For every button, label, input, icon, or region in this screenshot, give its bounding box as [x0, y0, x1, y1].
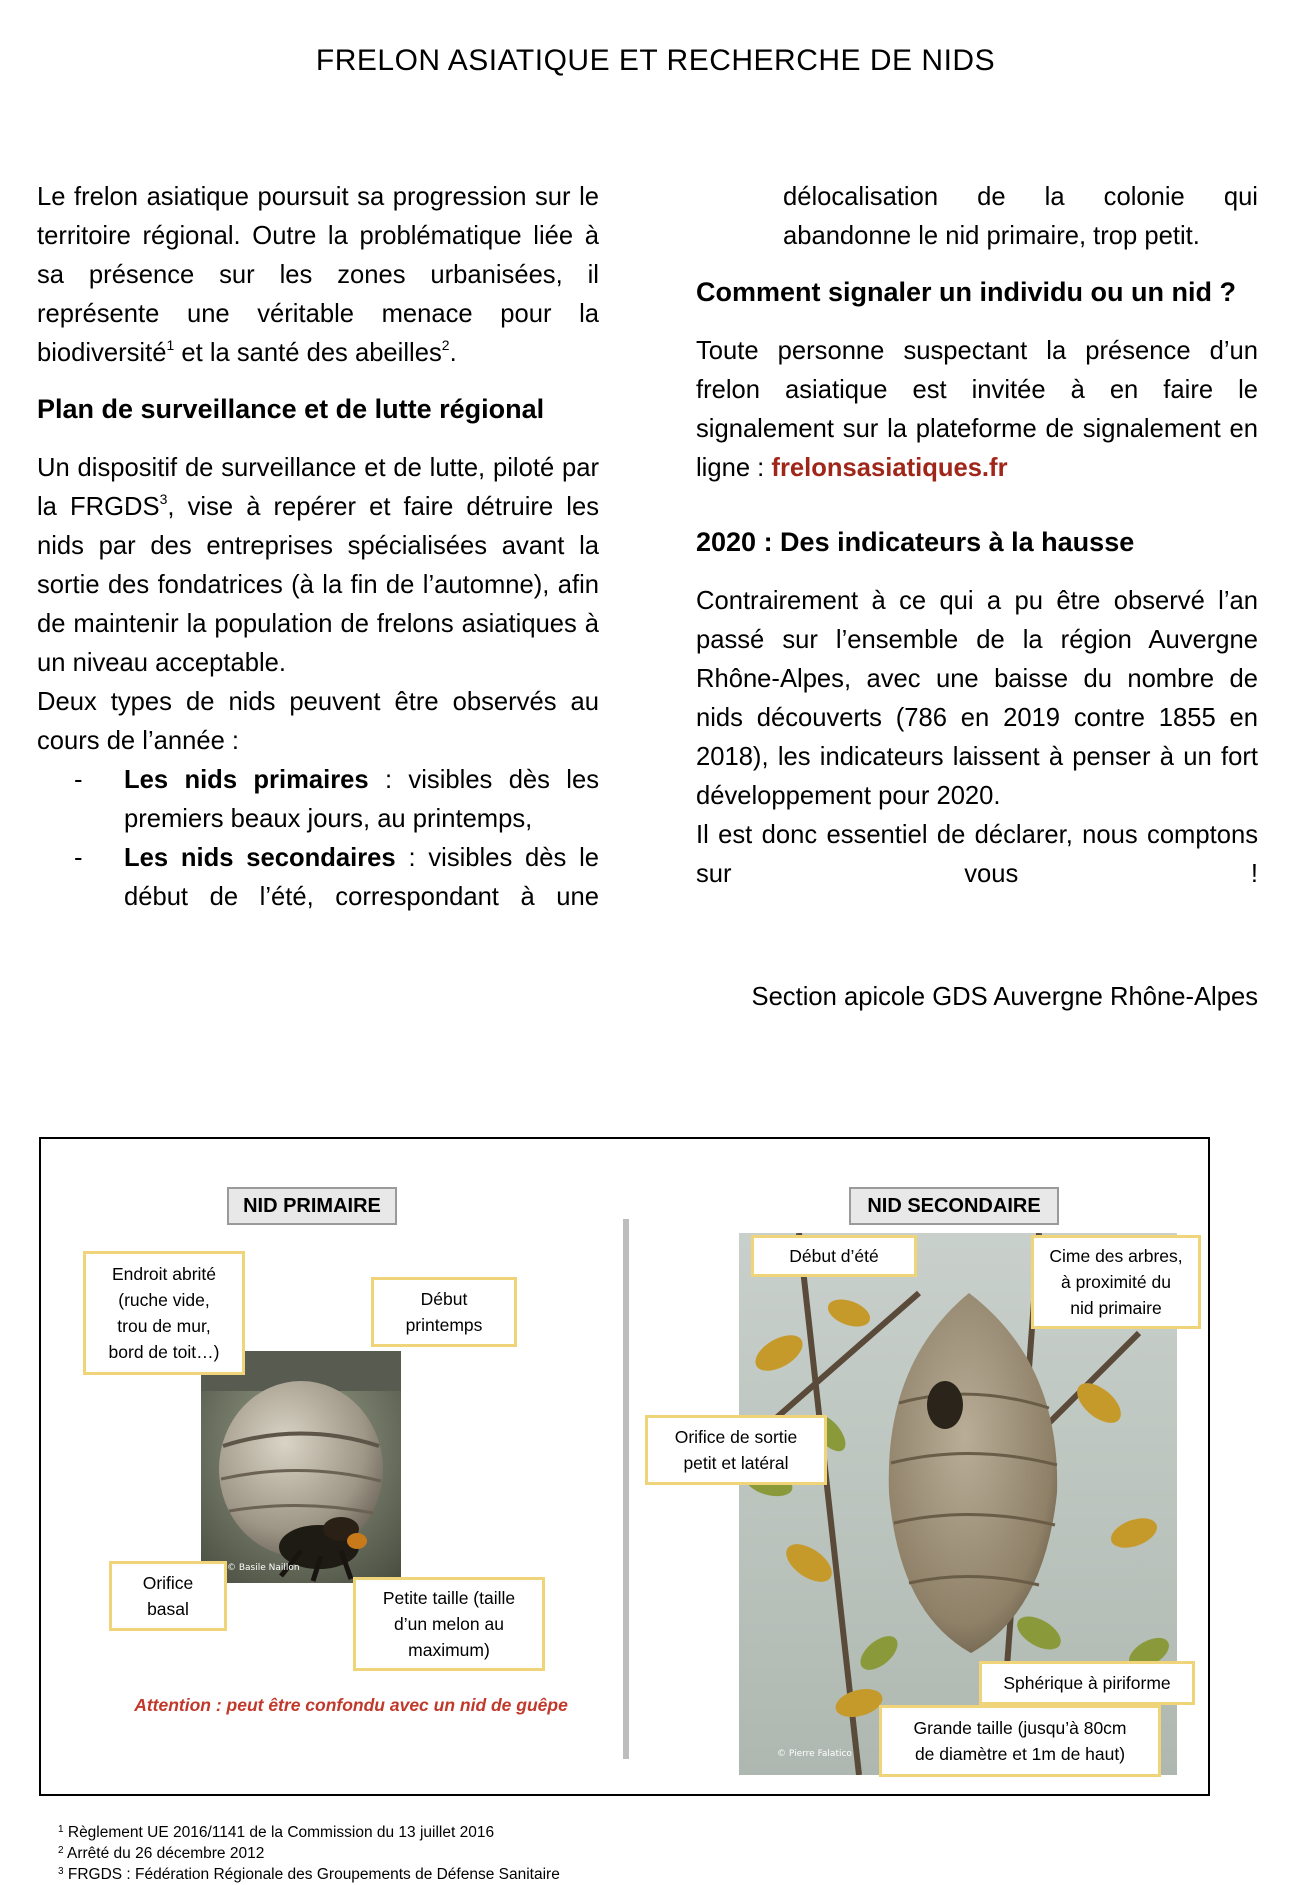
primary-nest-photo	[201, 1351, 401, 1583]
footnote-text: Règlement UE 2016/1141 de la Commission du 13 juillet 2016	[63, 1824, 495, 1841]
heading-how-to-report: Comment signaler un individu ou un nid ?	[696, 277, 1236, 307]
callout-basal-orifice: Orifice basal	[109, 1561, 227, 1631]
footnote-3	[58, 1864, 560, 1885]
footnote-number: 1	[58, 1824, 64, 1835]
nest-comparison-figure	[39, 1137, 1210, 1796]
secondary-photo-credit: © Pierre Falatico	[777, 1749, 852, 1759]
page-title: FRELON ASIATIQUE ET RECHERCHE DE NIDS	[315, 44, 996, 77]
list-item-bold: Les nids secondaires	[124, 844, 396, 872]
callout-small-size: Petite taille (taille d’un melon au maximum)	[353, 1577, 545, 1671]
footnote-ref-1: 1	[166, 337, 175, 353]
indicators-paragraph: Contrairement à ce qui a pu être observé l’an passé sur l’ensemble de la région Auvergne Rhône-Alpes, avec une baisse du nombre de nids découverts (786 en 2019 contre 1855 en 2018), les indicateurs laissent à penser à un fort développement pour 2020.	[696, 587, 1258, 810]
list-item-text: : visibles dès le début de l’été, correspondant à une	[124, 844, 599, 911]
intro-paragraph	[37, 178, 599, 373]
left-column	[37, 178, 599, 917]
footnotes	[58, 1822, 560, 1885]
confusion-warning: Attention : peut être confondu avec un nid de guêpe	[134, 1695, 568, 1715]
primary-photo-credit: © Basile Naillon	[227, 1563, 300, 1573]
list-item-primary-nests	[37, 761, 599, 839]
footnote-2	[58, 1843, 560, 1864]
list-item-text: : visibles dès les premiers beaux jours, au printemps,	[124, 766, 600, 833]
report-text: Toute personne suspectant la présence d’un frelon asiatique est invitée à en faire le signalement sur la plateforme de signalement en ligne :	[696, 337, 1258, 482]
intro-text-2: et la santé des abeilles	[174, 339, 442, 367]
footnote-1	[58, 1822, 560, 1843]
intro-text-1: Le frelon asiatique poursuit sa progression sur le territoire régional. Outre la problématique liée à sa présence sur les zones urbanisées, il représente une véritable menace pour la biodiversité	[37, 183, 599, 367]
heading-surveillance-plan: Plan de surveillance et de lutte régional	[37, 394, 545, 424]
callout-side-exit-orifice: Orifice de sortie petit et latéral	[645, 1415, 827, 1485]
callout-large-size: Grande taille (jusqu’à 80cm de diamètre et 1m de haut)	[879, 1705, 1161, 1777]
list-item-bold: Les nids primaires	[124, 766, 369, 794]
footnote-ref-3: 3	[159, 491, 168, 507]
callout-sheltered-place: Endroit abrité (ruche vide, trou de mur, bord de toit…)	[83, 1251, 245, 1375]
primary-nest-illustration	[201, 1351, 401, 1583]
callout-early-summer: Début d’été	[751, 1235, 917, 1277]
report-paragraph	[696, 332, 1258, 488]
bullet-dash: -	[74, 844, 83, 872]
bullet-dash: -	[74, 766, 83, 794]
primary-nest-label: NID PRIMAIRE	[227, 1187, 397, 1225]
footnote-number: 2	[58, 1845, 64, 1856]
continuation-paragraph: délocalisation de la colonie qui abandonne le nid primaire, trop petit.	[783, 183, 1258, 250]
callout-treetops: Cime des arbres, à proximité du nid primaire	[1031, 1235, 1201, 1329]
footnote-text: FRGDS : Fédération Régionale des Groupements de Défense Sanitaire	[63, 1866, 560, 1883]
nest-types-list	[37, 761, 599, 917]
signature: Section apicole GDS Auvergne Rhône-Alpes	[751, 983, 1258, 1011]
footnote-ref-2: 2	[441, 337, 450, 353]
callout-spherical-shape: Sphérique à piriforme	[979, 1661, 1195, 1705]
call-to-action-paragraph: Il est donc essentiel de déclarer, nous comptons sur vous !	[696, 821, 1258, 888]
report-platform-link[interactable]: frelonsasiatiques.fr	[771, 454, 1008, 482]
intro-text-3: .	[449, 339, 457, 367]
heading-indicators-2020: 2020 : Des indicateurs à la hausse	[696, 527, 1135, 557]
nest-types-paragraph: Deux types de nids peuvent être observés au cours de l’année :	[37, 688, 599, 755]
surveillance-paragraph	[37, 449, 599, 683]
secondary-nest-label: NID SECONDAIRE	[849, 1187, 1059, 1225]
list-item-secondary-nests	[37, 839, 599, 917]
figure-divider	[623, 1219, 629, 1759]
right-column	[696, 178, 1258, 894]
surveillance-text-2: , vise à repérer et faire détruire les nids par des entreprises spécialisées avant la sortie des fondatrices (à la fin de l’automne), afin de maintenir la population de frelons asiatiques à un niveau acceptable.	[37, 493, 599, 677]
footnote-text: Arrêté du 26 décembre 2012	[63, 1845, 265, 1862]
surveillance-text-1: Un dispositif de surveillance et de lutte, piloté par la FRGDS	[37, 454, 599, 521]
footnote-number: 3	[58, 1866, 64, 1877]
callout-early-spring: Début printemps	[371, 1277, 517, 1347]
